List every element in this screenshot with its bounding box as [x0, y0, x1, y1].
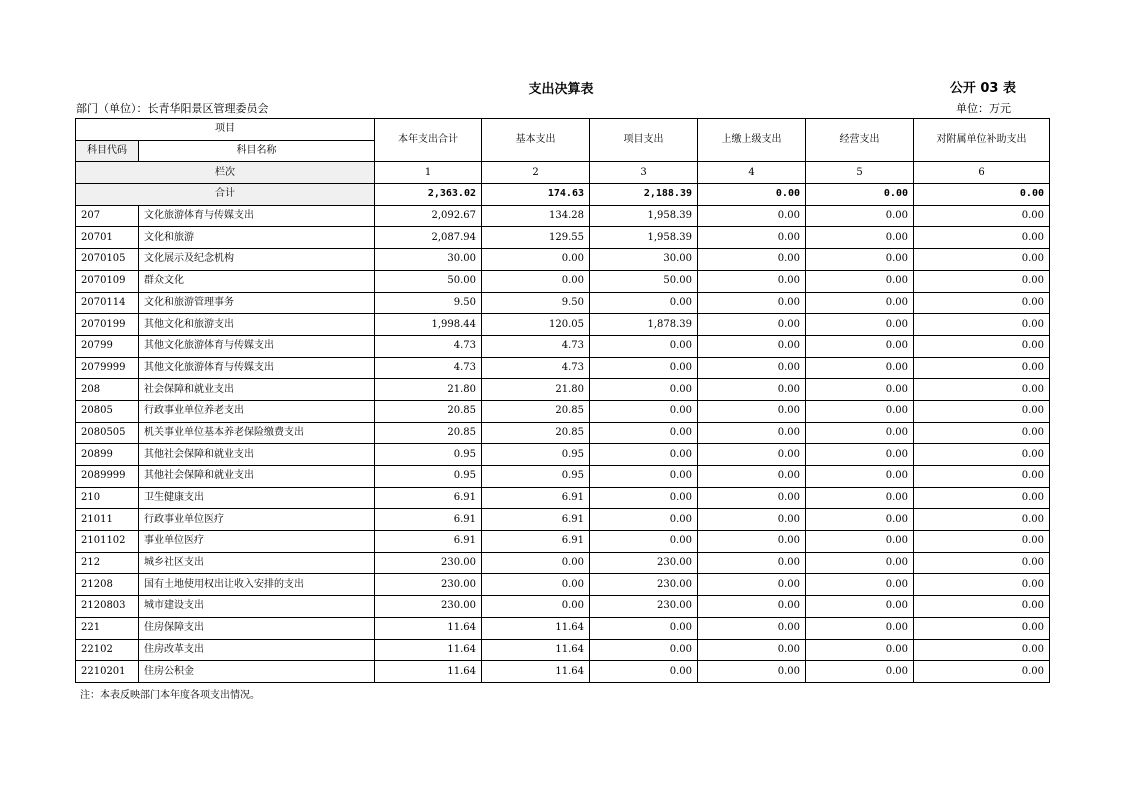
amount-cell: 0.00: [806, 552, 914, 574]
amount-cell: 0.00: [698, 466, 806, 488]
amount-cell: 4.73: [482, 335, 590, 357]
amount-cell: 50.00: [590, 270, 698, 292]
table-row: [76, 661, 1050, 683]
header-business: 经营支出: [806, 119, 914, 162]
amount-cell: 230.00: [590, 574, 698, 596]
amount-cell: 0.00: [590, 444, 698, 466]
amount-cell: 0.00: [914, 531, 1050, 553]
amount-cell: 0.00: [806, 617, 914, 639]
total-value: 2,188.39: [590, 184, 698, 206]
index-cell: 5: [806, 162, 914, 184]
header-project: 项目支出: [590, 119, 698, 162]
amount-cell: 1,958.39: [590, 227, 698, 249]
amount-cell: 0.00: [590, 487, 698, 509]
amount-cell: 0.00: [698, 205, 806, 227]
subject-code: 2120803: [76, 596, 139, 618]
amount-cell: 129.55: [482, 227, 590, 249]
table-row: [76, 444, 1050, 466]
amount-cell: 0.00: [806, 314, 914, 336]
amount-cell: 0.00: [698, 661, 806, 683]
amount-cell: 4.73: [375, 357, 482, 379]
table-row: [76, 335, 1050, 357]
table-row: [76, 487, 1050, 509]
table-row: [76, 531, 1050, 553]
amount-cell: 0.00: [698, 639, 806, 661]
table-row: [76, 552, 1050, 574]
amount-cell: 0.00: [698, 596, 806, 618]
amount-cell: 50.00: [375, 270, 482, 292]
amount-cell: 0.00: [698, 249, 806, 271]
amount-cell: 0.00: [698, 617, 806, 639]
amount-cell: 0.00: [914, 466, 1050, 488]
index-cell: 2: [482, 162, 590, 184]
table-row: [76, 379, 1050, 401]
amount-cell: 0.00: [914, 292, 1050, 314]
table-row: [76, 292, 1050, 314]
header-subsidy: 对附属单位补助支出: [914, 119, 1050, 162]
subject-code: 208: [76, 379, 139, 401]
subject-name: 其他文化旅游体育与传媒支出: [139, 335, 375, 357]
amount-cell: 0.00: [698, 292, 806, 314]
table-row: [76, 422, 1050, 444]
amount-cell: 0.00: [698, 270, 806, 292]
amount-cell: 0.00: [698, 227, 806, 249]
amount-cell: 0.00: [590, 292, 698, 314]
amount-cell: 6.91: [482, 509, 590, 531]
header-code: 科目代码: [76, 140, 139, 162]
subject-code: 20899: [76, 444, 139, 466]
amount-cell: 0.00: [590, 422, 698, 444]
index-cell: 1: [375, 162, 482, 184]
amount-cell: 0.00: [482, 270, 590, 292]
amount-cell: 0.00: [914, 249, 1050, 271]
subject-code: 2070199: [76, 314, 139, 336]
subject-name: 其他文化旅游体育与传媒支出: [139, 357, 375, 379]
amount-cell: 21.80: [482, 379, 590, 401]
total-label: 合计: [76, 184, 375, 206]
amount-cell: 0.00: [590, 400, 698, 422]
amount-cell: 0.00: [806, 422, 914, 444]
amount-cell: 20.85: [482, 400, 590, 422]
amount-cell: 0.00: [806, 400, 914, 422]
amount-cell: 0.00: [914, 270, 1050, 292]
subject-name: 其他社会保障和就业支出: [139, 444, 375, 466]
amount-cell: 230.00: [375, 574, 482, 596]
amount-cell: 0.00: [590, 531, 698, 553]
amount-cell: 0.00: [914, 574, 1050, 596]
table-row: [76, 596, 1050, 618]
amount-cell: 4.73: [375, 335, 482, 357]
amount-cell: 0.00: [698, 314, 806, 336]
subject-code: 2080505: [76, 422, 139, 444]
amount-cell: 0.00: [914, 617, 1050, 639]
amount-cell: 0.00: [698, 357, 806, 379]
amount-cell: 0.00: [806, 661, 914, 683]
row-index-label: 栏次: [76, 162, 375, 184]
subject-code: 2070114: [76, 292, 139, 314]
amount-cell: 0.00: [914, 357, 1050, 379]
amount-cell: 20.85: [375, 400, 482, 422]
table-row: [76, 205, 1050, 227]
amount-cell: 0.00: [590, 661, 698, 683]
amount-cell: 0.95: [482, 444, 590, 466]
amount-cell: 0.00: [914, 639, 1050, 661]
amount-cell: 6.91: [375, 509, 482, 531]
total-value: 174.63: [482, 184, 590, 206]
amount-cell: 1,878.39: [590, 314, 698, 336]
subject-code: 20805: [76, 400, 139, 422]
total-value: 0.00: [806, 184, 914, 206]
subject-name: 行政事业单位医疗: [139, 509, 375, 531]
amount-cell: 0.00: [806, 249, 914, 271]
footnote: 注：本表反映部门本年度各项支出情况。: [80, 690, 260, 701]
amount-cell: 11.64: [482, 661, 590, 683]
subject-name: 其他社会保障和就业支出: [139, 466, 375, 488]
amount-cell: 0.00: [698, 335, 806, 357]
amount-cell: 0.00: [590, 639, 698, 661]
table-row: [76, 400, 1050, 422]
subject-code: 21011: [76, 509, 139, 531]
subject-name: 群众文化: [139, 270, 375, 292]
amount-cell: 0.00: [590, 617, 698, 639]
amount-cell: 0.00: [914, 509, 1050, 531]
amount-cell: 0.00: [806, 357, 914, 379]
total-value: 0.00: [698, 184, 806, 206]
amount-cell: 0.00: [698, 531, 806, 553]
subject-name: 文化和旅游管理事务: [139, 292, 375, 314]
table-row: [76, 249, 1050, 271]
amount-cell: 230.00: [590, 596, 698, 618]
amount-cell: 0.00: [698, 400, 806, 422]
amount-cell: 0.00: [698, 552, 806, 574]
total-row: [76, 184, 1050, 206]
amount-cell: 0.00: [590, 509, 698, 531]
amount-cell: 0.00: [914, 335, 1050, 357]
total-value: 0.00: [914, 184, 1050, 206]
amount-cell: 120.05: [482, 314, 590, 336]
amount-cell: 0.00: [590, 466, 698, 488]
header-name: 科目名称: [139, 140, 375, 162]
amount-cell: 0.00: [806, 596, 914, 618]
amount-cell: 0.00: [590, 357, 698, 379]
amount-cell: 0.00: [590, 335, 698, 357]
amount-cell: 0.00: [806, 335, 914, 357]
amount-cell: 0.00: [698, 422, 806, 444]
amount-cell: 0.00: [914, 227, 1050, 249]
form-number: 公开 03 表: [949, 81, 1016, 96]
amount-cell: 20.85: [482, 422, 590, 444]
amount-cell: 0.00: [590, 379, 698, 401]
amount-cell: 0.95: [375, 466, 482, 488]
amount-cell: 6.91: [482, 531, 590, 553]
amount-cell: 0.00: [698, 379, 806, 401]
subject-name: 行政事业单位养老支出: [139, 400, 375, 422]
unit-label: 单位：万元: [956, 102, 1011, 115]
subject-code: 20701: [76, 227, 139, 249]
subject-code: 2070109: [76, 270, 139, 292]
amount-cell: 0.00: [806, 444, 914, 466]
table-row: [76, 314, 1050, 336]
table-row: [76, 509, 1050, 531]
amount-cell: 0.00: [914, 487, 1050, 509]
table-row: [76, 639, 1050, 661]
amount-cell: 0.00: [914, 379, 1050, 401]
index-cell: 4: [698, 162, 806, 184]
subject-code: 2079999: [76, 357, 139, 379]
amount-cell: 11.64: [482, 617, 590, 639]
amount-cell: 4.73: [482, 357, 590, 379]
subject-code: 221: [76, 617, 139, 639]
subject-code: 22102: [76, 639, 139, 661]
amount-cell: 0.00: [482, 574, 590, 596]
subject-name: 事业单位医疗: [139, 531, 375, 553]
subject-code: 2089999: [76, 466, 139, 488]
subject-name: 其他文化和旅游支出: [139, 314, 375, 336]
amount-cell: 0.00: [914, 552, 1050, 574]
amount-cell: 6.91: [375, 531, 482, 553]
amount-cell: 0.00: [806, 466, 914, 488]
header-item: 项目: [76, 119, 375, 141]
amount-cell: 0.00: [914, 444, 1050, 466]
page-title: 支出决算表: [528, 82, 594, 97]
expenditure-table: [75, 118, 1050, 683]
amount-cell: 230.00: [375, 596, 482, 618]
subject-name: 社会保障和就业支出: [139, 379, 375, 401]
table-row: [76, 270, 1050, 292]
total-value: 2,363.02: [375, 184, 482, 206]
amount-cell: 9.50: [375, 292, 482, 314]
amount-cell: 230.00: [590, 552, 698, 574]
amount-cell: 0.00: [806, 509, 914, 531]
table-row: [76, 617, 1050, 639]
amount-cell: 11.64: [375, 661, 482, 683]
subject-name: 国有土地使用权出让收入安排的支出: [139, 574, 375, 596]
amount-cell: 0.00: [806, 379, 914, 401]
amount-cell: 0.00: [698, 487, 806, 509]
subject-name: 卫生健康支出: [139, 487, 375, 509]
header-remit: 上缴上级支出: [698, 119, 806, 162]
amount-cell: 6.91: [482, 487, 590, 509]
amount-cell: 0.00: [482, 596, 590, 618]
amount-cell: 0.00: [806, 574, 914, 596]
subject-name: 文化展示及纪念机构: [139, 249, 375, 271]
amount-cell: 1,958.39: [590, 205, 698, 227]
subject-code: 212: [76, 552, 139, 574]
subject-code: 21208: [76, 574, 139, 596]
amount-cell: 0.00: [806, 639, 914, 661]
subject-code: 207: [76, 205, 139, 227]
table-row: [76, 227, 1050, 249]
subject-code: 210: [76, 487, 139, 509]
subject-code: 2101102: [76, 531, 139, 553]
amount-cell: 2,092.67: [375, 205, 482, 227]
subject-code: 2210201: [76, 661, 139, 683]
amount-cell: 0.00: [914, 596, 1050, 618]
amount-cell: 0.95: [482, 466, 590, 488]
amount-cell: 9.50: [482, 292, 590, 314]
amount-cell: 2,087.94: [375, 227, 482, 249]
amount-cell: 0.00: [482, 249, 590, 271]
amount-cell: 21.80: [375, 379, 482, 401]
amount-cell: 0.00: [806, 531, 914, 553]
amount-cell: 134.28: [482, 205, 590, 227]
subject-name: 城市建设支出: [139, 596, 375, 618]
amount-cell: 0.00: [914, 661, 1050, 683]
subject-name: 城乡社区支出: [139, 552, 375, 574]
amount-cell: 0.00: [698, 509, 806, 531]
amount-cell: 1,998.44: [375, 314, 482, 336]
amount-cell: 11.64: [375, 617, 482, 639]
header-basic: 基本支出: [482, 119, 590, 162]
amount-cell: 0.00: [914, 205, 1050, 227]
amount-cell: 0.00: [914, 422, 1050, 444]
amount-cell: 0.00: [698, 444, 806, 466]
amount-cell: 0.00: [698, 574, 806, 596]
subject-code: 20799: [76, 335, 139, 357]
amount-cell: 30.00: [590, 249, 698, 271]
subject-name: 住房改革支出: [139, 639, 375, 661]
amount-cell: 20.85: [375, 422, 482, 444]
amount-cell: 0.00: [806, 292, 914, 314]
amount-cell: 0.00: [914, 314, 1050, 336]
subject-name: 机关事业单位基本养老保险缴费支出: [139, 422, 375, 444]
amount-cell: 11.64: [375, 639, 482, 661]
subject-name: 文化旅游体育与传媒支出: [139, 205, 375, 227]
amount-cell: 6.91: [375, 487, 482, 509]
header-total: 本年支出合计: [375, 119, 482, 162]
amount-cell: 0.00: [806, 270, 914, 292]
amount-cell: 11.64: [482, 639, 590, 661]
amount-cell: 0.00: [806, 227, 914, 249]
amount-cell: 0.95: [375, 444, 482, 466]
amount-cell: 30.00: [375, 249, 482, 271]
subject-name: 文化和旅游: [139, 227, 375, 249]
subject-code: 2070105: [76, 249, 139, 271]
subject-name: 住房公积金: [139, 661, 375, 683]
table-row: [76, 574, 1050, 596]
amount-cell: 0.00: [806, 205, 914, 227]
amount-cell: 0.00: [806, 487, 914, 509]
amount-cell: 0.00: [914, 400, 1050, 422]
table-row: [76, 466, 1050, 488]
index-cell: 6: [914, 162, 1050, 184]
index-cell: 3: [590, 162, 698, 184]
amount-cell: 0.00: [482, 552, 590, 574]
subject-name: 住房保障支出: [139, 617, 375, 639]
department-label: 部门（单位）：长青华阳景区管理委员会: [76, 102, 269, 115]
table-row: [76, 357, 1050, 379]
amount-cell: 230.00: [375, 552, 482, 574]
